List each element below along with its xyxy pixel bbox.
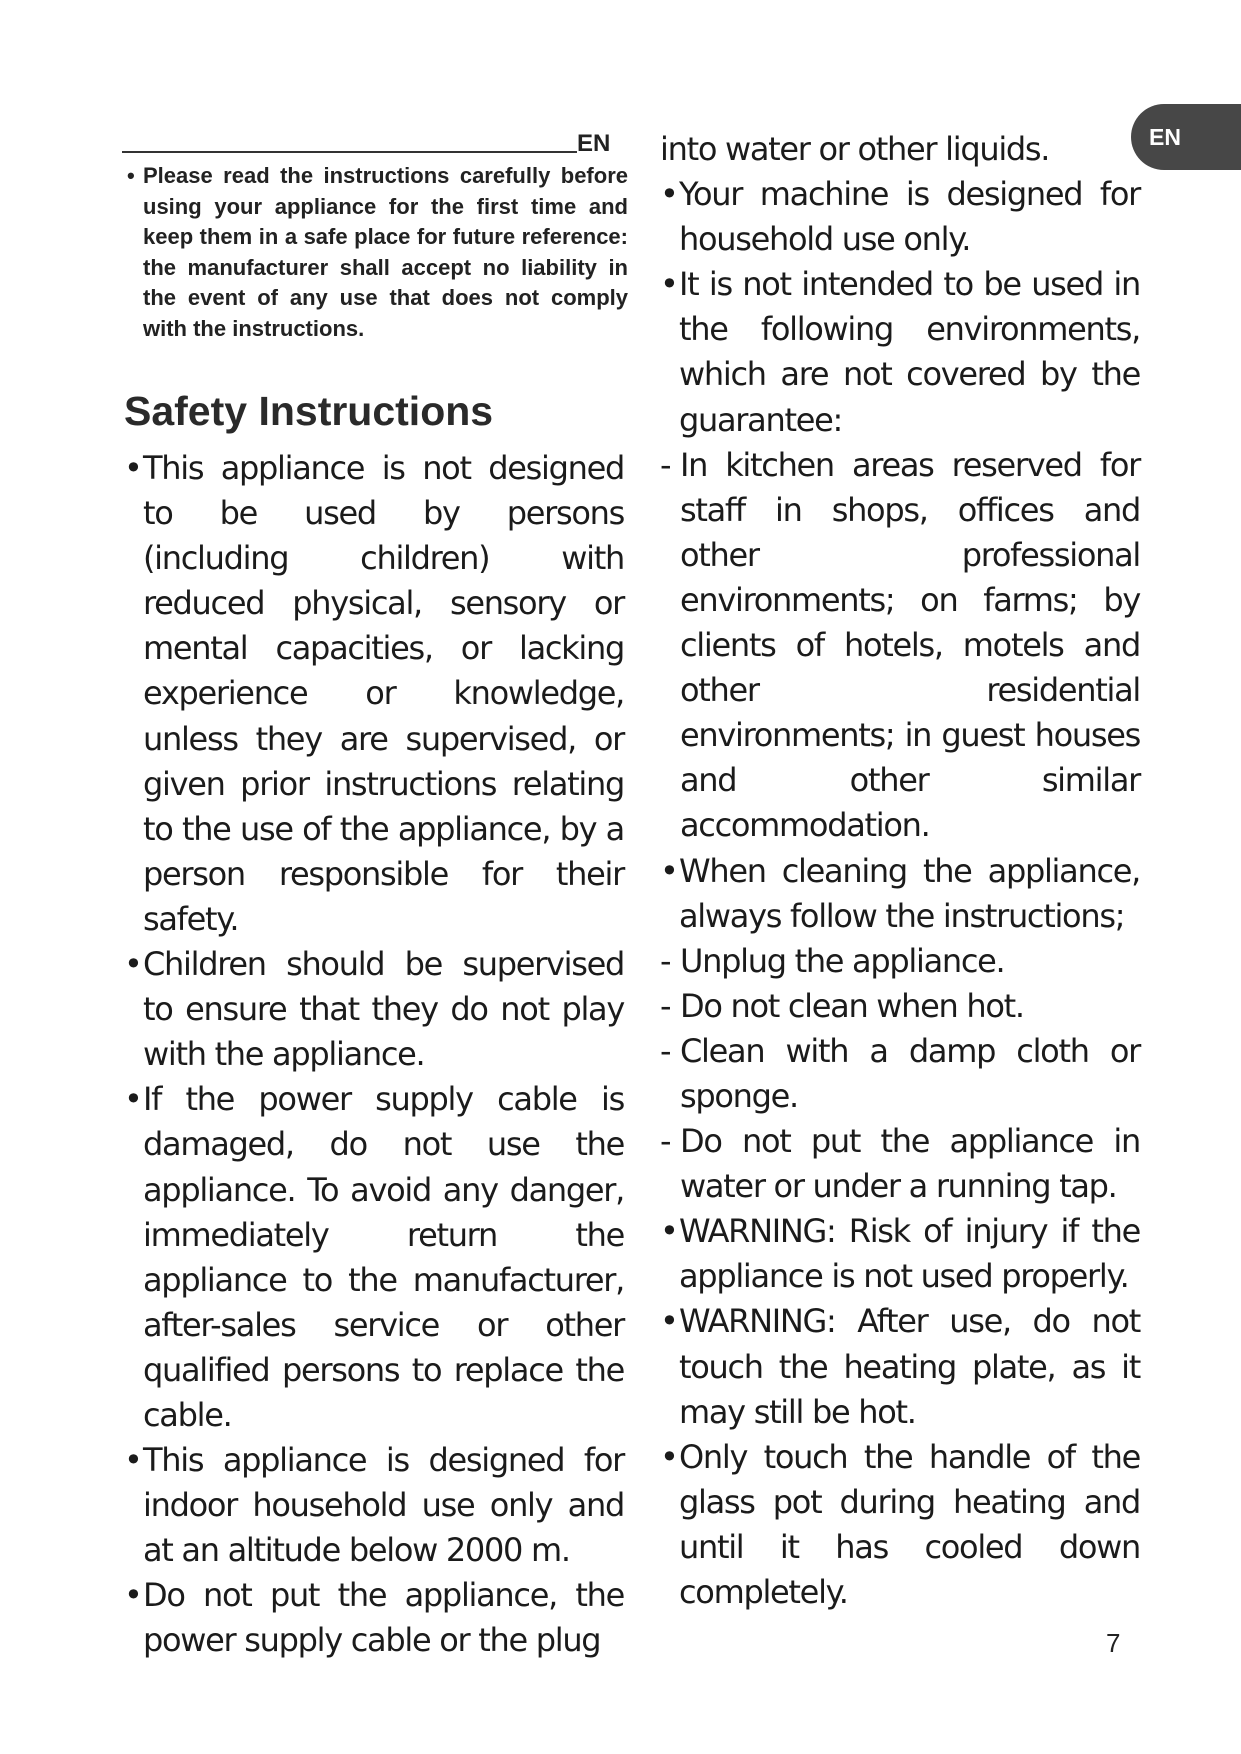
warning-text: WARNING: After use, do not touch the heating plate, as it may still be hot. — [679, 1302, 1140, 1431]
sub-item — [660, 1119, 1140, 1209]
sub-item — [660, 939, 1140, 984]
dash-icon: - — [660, 1122, 671, 1161]
safety-item-text: It is not intended to be used in the following environments, which are not covered by the guarantee: — [679, 265, 1140, 439]
safety-item — [660, 172, 1140, 262]
safety-item — [124, 446, 624, 942]
bullet-icon: • — [660, 851, 678, 890]
safety-item-text: Your machine is designed for household use only. — [679, 175, 1140, 259]
bullet-icon: • — [660, 1212, 678, 1251]
header-rule — [122, 151, 577, 153]
safety-item — [660, 262, 1140, 442]
warning-item — [660, 1209, 1140, 1299]
warning-item — [660, 1299, 1140, 1434]
bullet-icon: • — [660, 1302, 678, 1341]
safety-item-text: Only touch the handle of the glass pot during heating and until it has cooled down completely. — [679, 1437, 1140, 1611]
page-number: 7 — [1106, 1628, 1121, 1658]
safety-item — [124, 1077, 624, 1438]
safety-item — [124, 942, 624, 1077]
safety-item — [124, 1438, 624, 1573]
sub-item-text: Clean with a damp cloth or sponge. — [680, 1031, 1140, 1115]
intro-note — [127, 161, 628, 344]
bullet-icon: • — [124, 1441, 142, 1480]
warning-text: WARNING: Risk of injury if the appliance is not used properly. — [679, 1212, 1140, 1296]
sub-item — [660, 984, 1140, 1029]
dash-icon: - — [660, 941, 671, 980]
intro-text: Please read the instructions carefully before using your appliance for the first time and keep them in a safe place for future reference: the manufacturer shall accept no liability in the event of any use that does not comply with the instructions. — [143, 163, 628, 341]
safety-item — [124, 1573, 624, 1663]
safety-item — [660, 849, 1140, 939]
left-column — [124, 446, 624, 1664]
sub-item — [660, 1029, 1140, 1119]
bullet-icon: • — [127, 163, 135, 188]
safety-item-text: If the power supply cable is damaged, do not use the appliance. To avoid any danger, immediately return the appliance to the manufacturer, after-sales service or other qualified persons to replace the cable. — [143, 1080, 624, 1434]
safety-item-text: When cleaning the appliance, always follow the instructions; — [679, 851, 1140, 935]
sub-item-text: Do not put the appliance in water or under a running tap. — [680, 1122, 1140, 1206]
safety-item-text: This appliance is not designed to be used by persons (including children) with reduced physical, sensory or mental capacities, or lacking experience or knowledge, unless they are supervised, or given prior instructions relating to the use of the appliance, by a person responsible for their safety. — [143, 449, 624, 938]
dash-icon: - — [660, 1031, 671, 1070]
bullet-icon: • — [660, 265, 678, 304]
safety-item-text: This appliance is designed for indoor household use only and at an altitude below 2000 m. — [143, 1441, 624, 1570]
sub-item — [660, 443, 1140, 849]
bullet-icon: • — [660, 175, 678, 214]
bullet-icon: • — [124, 1080, 142, 1119]
safety-item-text: Children should be supervised to ensure that they do not play with the appliance. — [143, 945, 624, 1074]
sub-item-text: Do not clean when hot. — [680, 986, 1024, 1025]
bullet-icon: • — [124, 945, 142, 984]
dash-icon: - — [660, 986, 671, 1025]
bullet-icon: • — [124, 1576, 142, 1615]
dash-icon: - — [660, 445, 671, 484]
bullet-icon: • — [124, 449, 142, 487]
bullet-icon: • — [660, 1437, 678, 1476]
language-tab — [1131, 104, 1241, 170]
safety-item-text: Do not put the appliance, the power supply cable or the plug — [143, 1576, 624, 1660]
safety-item — [660, 1435, 1140, 1615]
right-column — [660, 127, 1140, 1615]
sub-item-text: In kitchen areas reserved for staff in shops, offices and other professional environments; on farms; by clients of hotels, motels and other residential environments; in guest houses and other similar accommodation. — [680, 445, 1140, 845]
language-tab-label: EN — [1149, 123, 1181, 150]
section-title: Safety Instructions — [124, 388, 494, 434]
language-label: EN — [577, 130, 611, 157]
sub-item-text: Unplug the appliance. — [680, 941, 1005, 980]
continued-text: into water or other liquids. — [660, 130, 1050, 168]
